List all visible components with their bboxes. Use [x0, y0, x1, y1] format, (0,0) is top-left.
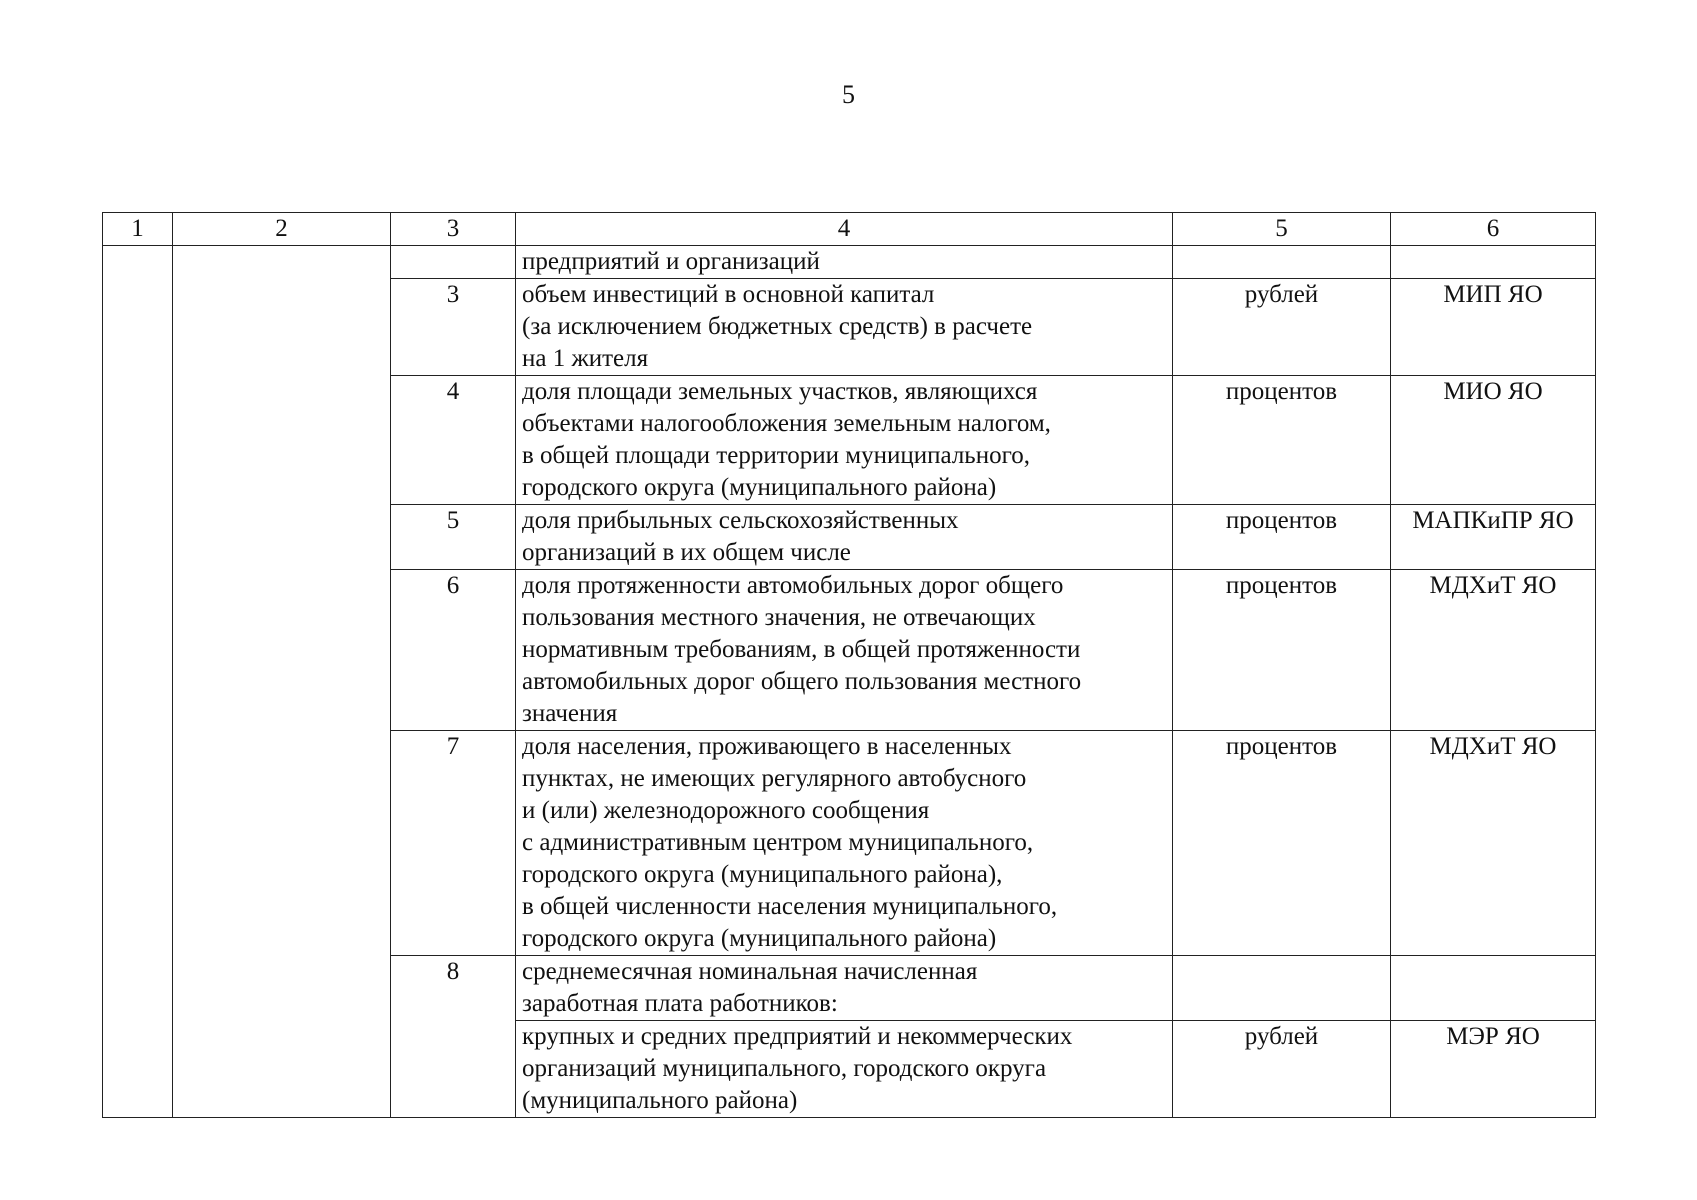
table-header-row	[103, 213, 1596, 246]
indicator-unit: процентов	[1173, 731, 1391, 956]
indicator-agency: МИО ЯО	[1391, 376, 1596, 505]
indicator-agency: МИП ЯО	[1391, 279, 1596, 376]
indicator-agency: МДХиТ ЯО	[1391, 570, 1596, 731]
indicator-agency: МЭР ЯО	[1391, 1021, 1596, 1118]
indicator-name: крупных и средних предприятий и некоммерческих организаций муниципального, городского округа (муниципального района)	[516, 1021, 1173, 1118]
column-header: 5	[1173, 213, 1391, 246]
indicator-unit: процентов	[1173, 570, 1391, 731]
indicator-agency	[1391, 956, 1596, 1021]
indicator-unit: процентов	[1173, 505, 1391, 570]
indicator-number: 3	[391, 279, 516, 376]
page-number: 5	[842, 80, 855, 109]
indicator-name: предприятий и организаций	[516, 246, 1173, 279]
column-header: 2	[173, 213, 391, 246]
indicator-name: доля протяженности автомобильных дорог общего пользования местного значения, не отвечающих нормативным требованиям, в общей протяженности автомобильных дорог общего пользования местного значения	[516, 570, 1173, 731]
indicator-unit	[1173, 246, 1391, 279]
column-1-merged-cell	[103, 246, 173, 1118]
indicator-number: 8	[391, 956, 516, 1118]
indicator-number: 7	[391, 731, 516, 956]
column-header: 4	[516, 213, 1173, 246]
indicator-number: 5	[391, 505, 516, 570]
indicator-number: 6	[391, 570, 516, 731]
indicator-name: доля прибыльных сельскохозяйственных организаций в их общем числе	[516, 505, 1173, 570]
indicator-agency: МДХиТ ЯО	[1391, 731, 1596, 956]
indicator-name: доля населения, проживающего в населенных пунктах, не имеющих регулярного автобусного и (или) железнодорожного сообщения с административным центром муниципального, городского округа (муниципального района), в общей численности населения муниципального, городского округа (муниципального района)	[516, 731, 1173, 956]
indicators-table	[102, 212, 1596, 1118]
table-row	[103, 246, 1596, 279]
indicator-number	[391, 246, 516, 279]
indicator-name: объем инвестиций в основной капитал (за исключением бюджетных средств) в расчете на 1 жителя	[516, 279, 1173, 376]
column-header: 1	[103, 213, 173, 246]
indicator-unit: рублей	[1173, 1021, 1391, 1118]
column-header: 3	[391, 213, 516, 246]
indicator-name: доля площади земельных участков, являющихся объектами налогообложения земельным налогом, в общей площади территории муниципального, городского округа (муниципального района)	[516, 376, 1173, 505]
indicator-number: 4	[391, 376, 516, 505]
column-header: 6	[1391, 213, 1596, 246]
indicator-unit	[1173, 956, 1391, 1021]
indicator-unit: рублей	[1173, 279, 1391, 376]
column-2-merged-cell	[173, 246, 391, 1118]
indicator-agency: МАПКиПР ЯО	[1391, 505, 1596, 570]
indicator-unit: процентов	[1173, 376, 1391, 505]
indicator-agency	[1391, 246, 1596, 279]
indicator-name: среднемесячная номинальная начисленная заработная плата работников:	[516, 956, 1173, 1021]
